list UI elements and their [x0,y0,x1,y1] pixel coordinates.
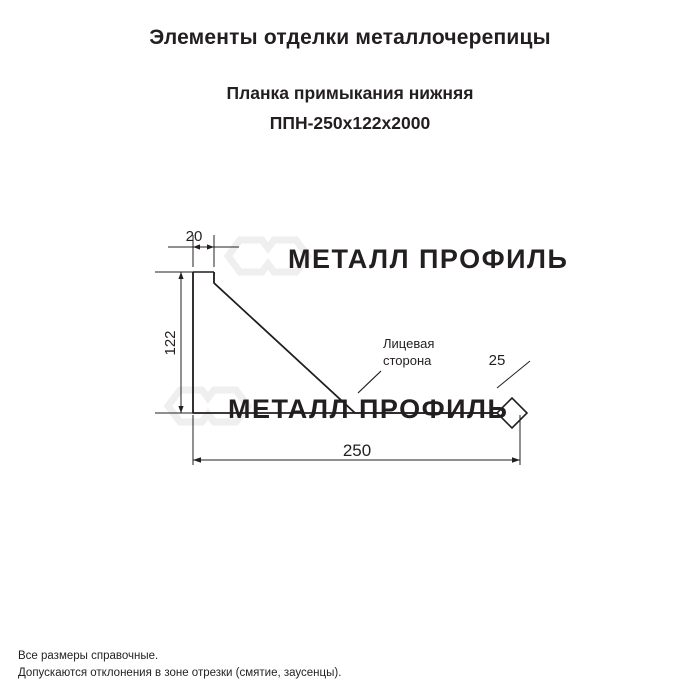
arrow-122-bottom [178,406,183,413]
watermark-text: МЕТАЛЛ ПРОФИЛЬ [288,244,569,274]
arrow-122-top [178,272,183,279]
dimension-20-text: 20 [185,228,203,245]
watermark-text-2: МЕТАЛЛ ПРОФИЛЬ [228,394,509,424]
profile-outline [193,272,527,428]
face-side-leader-line [358,371,381,393]
arrow-250-right [512,457,520,463]
technical-drawing [0,175,700,515]
footer-line-1: Все размеры справочные. [18,650,159,662]
title-block [0,24,700,136]
dimension-20 [168,228,239,267]
arrow-20-right [207,244,214,249]
product-name: Планка примыкания нижняя [226,83,474,103]
dimension-122 [155,272,196,413]
product-code: ППН-250х122х2000 [269,113,431,133]
dimension-25-text: 25 [488,352,506,369]
dimension-25 [489,352,530,388]
footer-notes [18,648,678,682]
face-side-label-line2: сторона [383,353,432,368]
face-side-annotation [358,336,434,393]
arrow-250-left [193,457,201,463]
dimension-250-text: 250 [342,441,372,460]
arrow-20-left [193,244,200,249]
profile-outline-detail [193,272,497,413]
dimension-122-text: 122 [162,330,179,356]
footer-line-2: Допускаются отклонения в зоне отрезки (смятие, заусенцы). [18,667,342,679]
dimension-250 [193,415,520,465]
page-title: Элементы отделки металлочерепицы [149,26,551,49]
face-side-label-line1: Лицевая [383,336,435,351]
